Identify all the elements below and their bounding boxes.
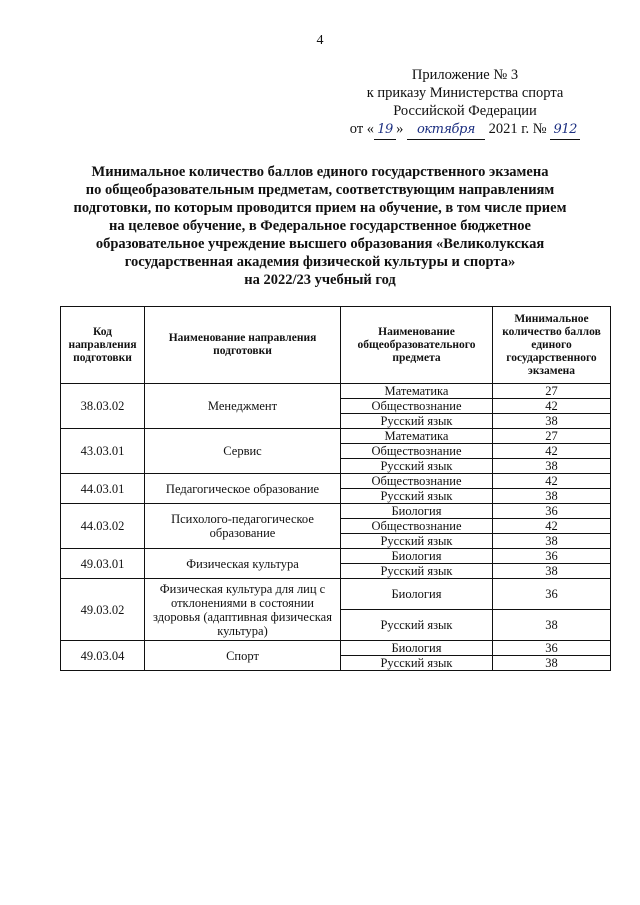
table-row bbox=[61, 549, 611, 564]
min-score-cell: 42 bbox=[493, 444, 611, 459]
subject-cell: Биология bbox=[341, 579, 493, 610]
title-line-1: Минимальное количество баллов единого государственного экзамена bbox=[91, 164, 549, 180]
header-min-score: Минимальное количество баллов единого государственного экзамена bbox=[493, 307, 611, 384]
date-prefix: от « bbox=[349, 121, 375, 137]
table-row bbox=[61, 641, 611, 656]
min-score-cell: 27 bbox=[493, 429, 611, 444]
min-score-cell: 36 bbox=[493, 549, 611, 564]
header-code: Код направления подготовки bbox=[61, 307, 145, 384]
min-score-cell: 42 bbox=[493, 519, 611, 534]
appendix-line-1: Приложение № 3 bbox=[411, 67, 519, 83]
min-score-cell: 42 bbox=[493, 399, 611, 414]
min-score-cell: 38 bbox=[493, 459, 611, 474]
subject-cell: Обществознание bbox=[341, 474, 493, 489]
direction-code-cell: 44.03.01 bbox=[61, 474, 145, 504]
header-direction: Наименование направления подготовки bbox=[145, 307, 341, 384]
page-number: 4 bbox=[316, 33, 324, 48]
title-line-3: подготовки, по которым проводится прием на обучение, в том числе прием bbox=[73, 200, 567, 216]
table-body bbox=[61, 384, 611, 671]
subject-cell: Обществознание bbox=[341, 399, 493, 414]
subject-cell: Обществознание bbox=[341, 444, 493, 459]
scores-table bbox=[60, 306, 611, 671]
subject-cell: Русский язык bbox=[341, 414, 493, 429]
direction-code-cell: 49.03.04 bbox=[61, 641, 145, 671]
title-line-7: на 2022/23 учебный год bbox=[244, 272, 396, 288]
subject-cell: Математика bbox=[341, 429, 493, 444]
order-date-line bbox=[300, 120, 630, 140]
title-line-5: образовательное учреждение высшего образования «Великолукская bbox=[95, 236, 545, 252]
direction-name-cell: Психолого-педагогическое образование bbox=[145, 504, 341, 549]
direction-code-cell: 49.03.01 bbox=[61, 549, 145, 579]
subject-cell: Русский язык bbox=[341, 610, 493, 641]
handwritten-day: 19 bbox=[374, 121, 396, 140]
direction-name-cell: Физическая культура bbox=[145, 549, 341, 579]
min-score-cell: 38 bbox=[493, 489, 611, 504]
document-title bbox=[60, 163, 580, 289]
date-year: 2021 г. № bbox=[488, 121, 547, 137]
handwritten-month: октября bbox=[407, 121, 485, 140]
title-line-2: по общеобразовательным предметам, соответствующим направлениям bbox=[85, 182, 555, 198]
min-score-cell: 38 bbox=[493, 564, 611, 579]
direction-name-cell: Спорт bbox=[145, 641, 341, 671]
subject-cell: Биология bbox=[341, 641, 493, 656]
subject-cell: Обществознание bbox=[341, 519, 493, 534]
direction-code-cell: 49.03.02 bbox=[61, 579, 145, 641]
direction-name-cell: Сервис bbox=[145, 429, 341, 474]
subject-cell: Русский язык bbox=[341, 564, 493, 579]
table-row bbox=[61, 504, 611, 519]
subject-cell: Русский язык bbox=[341, 489, 493, 504]
min-score-cell: 36 bbox=[493, 579, 611, 610]
appendix-block bbox=[300, 66, 630, 140]
subject-cell: Русский язык bbox=[341, 656, 493, 671]
min-score-cell: 38 bbox=[493, 656, 611, 671]
direction-name-cell: Педагогическое образование bbox=[145, 474, 341, 504]
subject-cell: Русский язык bbox=[341, 534, 493, 549]
date-mid: » bbox=[396, 121, 404, 137]
min-score-cell: 38 bbox=[493, 534, 611, 549]
appendix-line-2: к приказу Министерства спорта bbox=[366, 85, 564, 101]
min-score-cell: 27 bbox=[493, 384, 611, 399]
min-score-cell: 42 bbox=[493, 474, 611, 489]
title-line-4: на целевое обучение, в Федеральное государственное бюджетное bbox=[109, 218, 531, 234]
table-row bbox=[61, 429, 611, 444]
direction-code-cell: 44.03.02 bbox=[61, 504, 145, 549]
scores-table-container bbox=[60, 306, 610, 671]
table-row bbox=[61, 474, 611, 489]
direction-name-cell: Физическая культура для лиц с отклонениями в состоянии здоровья (адаптивная физическая культура) bbox=[145, 579, 341, 641]
subject-cell: Русский язык bbox=[341, 459, 493, 474]
subject-cell: Математика bbox=[341, 384, 493, 399]
table-row bbox=[61, 384, 611, 399]
min-score-cell: 36 bbox=[493, 641, 611, 656]
direction-code-cell: 43.03.01 bbox=[61, 429, 145, 474]
handwritten-order-number: 912 bbox=[550, 121, 580, 140]
direction-name-cell: Менеджмент bbox=[145, 384, 341, 429]
direction-code-cell: 38.03.02 bbox=[61, 384, 145, 429]
subject-cell: Биология bbox=[341, 504, 493, 519]
appendix-line-3: Российской Федерации bbox=[393, 103, 537, 119]
table-row bbox=[61, 579, 611, 610]
min-score-cell: 38 bbox=[493, 414, 611, 429]
min-score-cell: 36 bbox=[493, 504, 611, 519]
title-line-6: государственная академия физической культуры и спорта» bbox=[124, 254, 516, 270]
subject-cell: Биология bbox=[341, 549, 493, 564]
header-subject: Наименование общеобразовательного предмета bbox=[341, 307, 493, 384]
min-score-cell: 38 bbox=[493, 610, 611, 641]
